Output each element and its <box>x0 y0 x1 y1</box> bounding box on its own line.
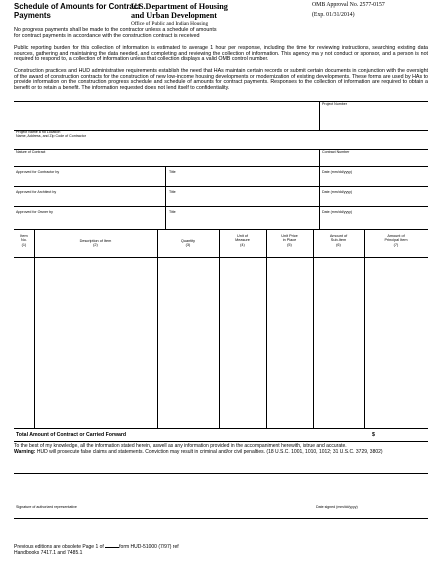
progress-note-line1: No progress payments shall be made to the contractor unless a schedule of amounts <box>14 27 217 33</box>
agency-line2: and Urban Development <box>131 11 217 20</box>
col-price-l2: in Place <box>282 238 297 243</box>
rule-top <box>14 101 428 102</box>
contractor-address-label: Name, Address, and Zip Code of Contractor <box>16 134 86 138</box>
architect-date-label: Date (mm/dd/yyyy) <box>322 190 353 194</box>
contractor-date-label: Date (mm/dd/yyyy) <box>322 170 353 174</box>
progress-payment-note <box>14 28 217 40</box>
rule-total <box>14 428 428 429</box>
col-price-l3: (5) <box>287 242 292 247</box>
col-principal-l1: Amount of <box>387 234 405 238</box>
contractor-signature-field[interactable] <box>14 174 164 186</box>
project-name-label <box>16 130 86 138</box>
col-principal-l3: (7) <box>393 242 399 247</box>
col-header-quantity <box>157 239 219 248</box>
col-sub-l3: (6) <box>336 242 341 247</box>
items-table <box>14 229 428 428</box>
expiration-date: (Exp. 01/31/2014) <box>312 12 355 18</box>
col-header-unit-price <box>266 234 313 247</box>
project-number-label: Project Number <box>322 102 347 106</box>
col-header-unit-measure <box>219 234 266 247</box>
warning-text <box>14 450 426 456</box>
owner-date-label: Date (mm/dd/yyyy) <box>322 210 353 214</box>
page-count-blank[interactable] <box>105 543 119 548</box>
owner-title-label: Title <box>169 210 176 214</box>
burden-statement: Public reporting burden for this collection of information is estimated to average 1 hour per response, including the time for reviewing instructions, searching existing data sources, gathering and maintaining the data needed, and completing and reviewing the collection of information. This agency ma y not conduct or sponsor, and a person is not required to respond to, a collection of information unless that collection displays a valid OMB control number. <box>14 45 428 63</box>
col-item-l2: No. <box>21 238 27 243</box>
owner-signature-field[interactable] <box>14 214 164 228</box>
contract-number-field[interactable] <box>320 154 428 166</box>
col-header-principal-item <box>364 234 428 247</box>
owner-date-field[interactable] <box>320 214 428 228</box>
col-sub-l2: Sub-Item <box>330 238 347 243</box>
rule-approved-owner <box>14 206 428 207</box>
project-name-label-line1: Project Name a nd Location <box>16 130 61 134</box>
total-currency: $ <box>372 432 375 438</box>
signature-label: Signature of authorized representative <box>16 505 77 509</box>
form-title-line2: Payments <box>14 11 51 20</box>
col-desc-l2: (2) <box>93 243 98 248</box>
certification-text: To the best of my knowledge, all the information stated herein, aswell as any information provided in the accompaniment herewith, istrue and accurate. <box>14 443 347 449</box>
progress-note-line2: for contract payments in accordance with the construction contract is received <box>14 32 200 39</box>
contractor-date-field[interactable] <box>320 174 428 186</box>
warning-body: HUD will prosecute false claims and statements. Conviction may result in criminal and/or civil penalties. (18 U.S.C. 1001, 1010, 1012; 31 U.S.C. 3729, 3802) <box>35 449 383 455</box>
col-unit-l1: Unit of <box>237 234 248 238</box>
owner-title-field[interactable] <box>166 214 318 228</box>
contractor-title-label: Title <box>169 170 176 174</box>
agency-line1: U.S.Department of Housing <box>131 2 228 11</box>
footer-line2: Handbooks 7417.1 and 7485.1 <box>14 550 83 556</box>
architect-title-field[interactable] <box>166 194 318 206</box>
col-item-l1: Item <box>20 234 28 238</box>
col-sub-l1: Amount of <box>329 234 348 238</box>
architect-title-label: Title <box>169 190 176 194</box>
col-unit-l3: (4) <box>240 242 245 247</box>
col-desc-l1: Description of Item <box>79 239 112 243</box>
table-body-area[interactable] <box>14 258 428 428</box>
project-name-field[interactable] <box>14 139 428 149</box>
total-amount-field[interactable] <box>377 429 427 440</box>
col-item-l3: (1) <box>21 242 27 247</box>
col-header-sub-item <box>313 234 364 247</box>
form-title-line1: Schedule of Amounts for Contract <box>14 2 141 11</box>
date-signed-label: Date signed (mm/dd/yyyy) <box>316 505 358 509</box>
col-unit-l2: Measure <box>235 238 250 243</box>
rule-approved-contractor <box>14 166 428 167</box>
col-qty-l1: Quantity <box>180 239 196 243</box>
total-amount-label: Total Amount of Contract or Carried Forward <box>16 432 127 438</box>
practices-statement: Construction practices and HUD administrative requirements establish the need that HAs maintain certain records or submit certain documents in conjunction with the oversight of the award of construction contracts for the construction of new low-income housing developments or modernization of existing developments. These forms are used by HAs to provide information on the construction progress schedule and schedule of amounts for contract payments. Responses to the collection of information are required to obtain a benefit or to retain a benefit. The information requested does not lend itself to confidentiality. <box>14 68 428 91</box>
agency-name <box>131 2 228 20</box>
col-header-item-no <box>14 234 34 247</box>
col-qty-l2: (3) <box>185 243 191 248</box>
rule-footer <box>14 518 428 519</box>
nature-of-contract-label: Nature of Contract <box>16 150 46 154</box>
footer-line1 <box>14 543 179 550</box>
date-signed-field[interactable] <box>316 474 428 505</box>
warning-label: Warning: <box>14 449 36 455</box>
project-number-field[interactable] <box>320 106 428 130</box>
approved-contractor-label: Approved for Contractor by <box>16 170 60 174</box>
footer-form-number: form HUD-51000 (7/97) ref <box>119 544 179 550</box>
signature-field[interactable] <box>14 474 314 505</box>
col-header-description <box>34 239 157 248</box>
architect-date-field[interactable] <box>320 194 428 206</box>
approved-architect-label: Approved for Architect by <box>16 190 57 194</box>
col-price-l1: Unit Price <box>281 234 298 238</box>
office-name: Office of Public and Indian Housing <box>131 20 209 27</box>
rule-nature <box>14 149 428 150</box>
rule-approved-architect <box>14 186 428 187</box>
contractor-title-field[interactable] <box>166 174 318 186</box>
approved-owner-label: Approved for Owner by <box>16 210 53 214</box>
footer-previous-editions: Previous editions are obsolete Page 1 of <box>14 544 106 550</box>
form-title <box>14 2 141 20</box>
nature-of-contract-field[interactable] <box>14 154 318 166</box>
architect-signature-field[interactable] <box>14 194 164 206</box>
rule-certification <box>14 441 428 442</box>
omb-approval: OMB Approval No. 2577-0157 <box>312 2 385 8</box>
contract-number-label: Contract Number <box>322 150 350 154</box>
col-principal-l2: Principal Item <box>384 238 408 243</box>
